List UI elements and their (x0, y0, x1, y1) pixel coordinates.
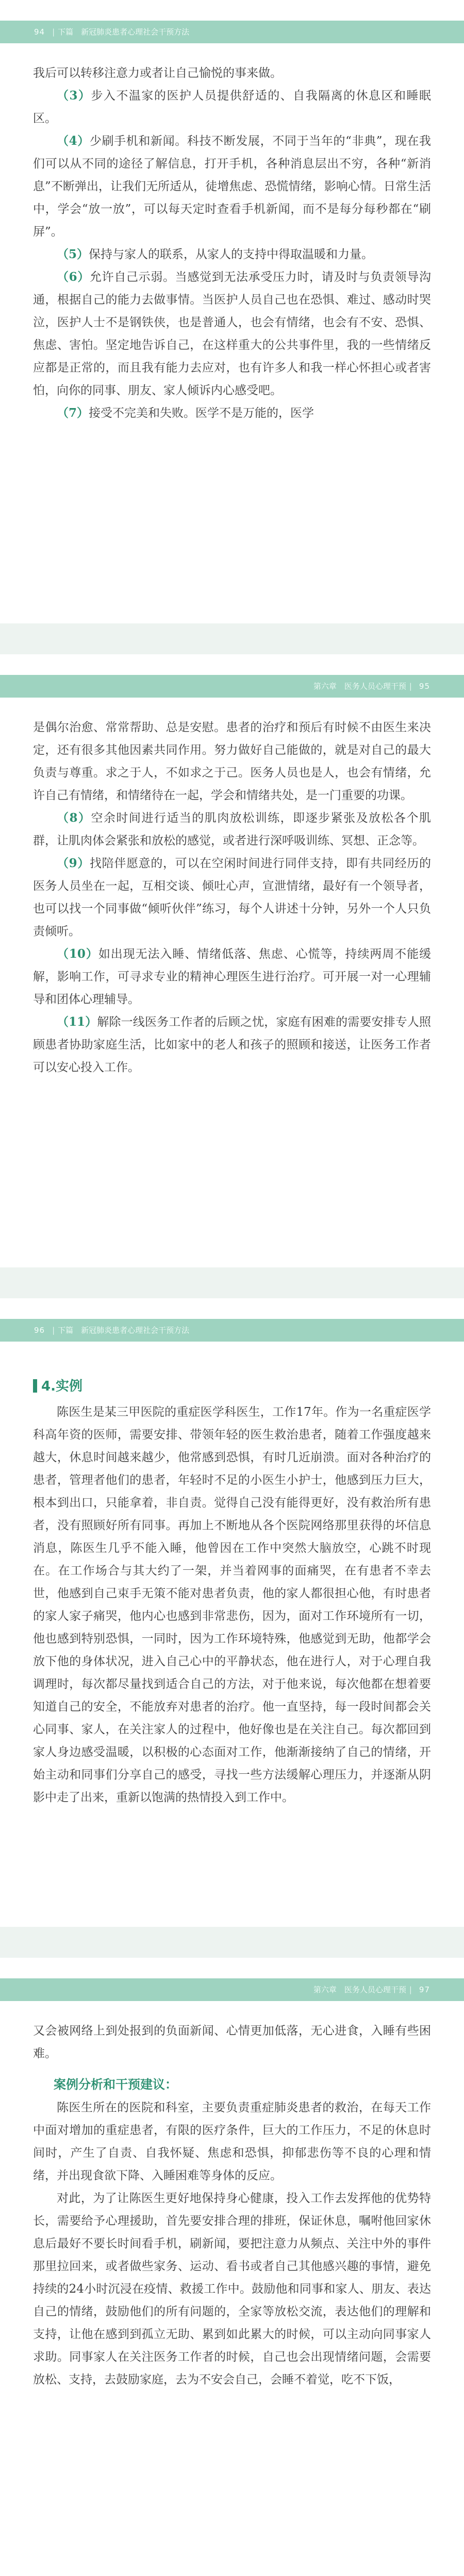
page-gap (0, 1267, 464, 1298)
header-section: 下篇 新冠肺炎患者心理社会干预方法 (58, 27, 190, 37)
paragraph: 又会被网络上到处报到的负面新闻、心情更加低落，无心进食，入睡有些困难。 (33, 2024, 431, 2060)
paragraph: （9）找陪伴愿意的，可以在空闲时间进行同伴支持，即有共同经历的医务人员坐在一起，互相交谈、倾吐心声，宣泄情绪，最好有一个领导者，也可以找一个同事做“倾听伙伴”练习，每个人讲述十分钟，另外一个人只负责倾听。 (33, 856, 432, 938)
page-gap (0, 623, 464, 654)
page-3 (0, 1298, 464, 1927)
page-4 (0, 1958, 464, 2576)
header-separator: | (409, 1985, 412, 1994)
page-header (0, 21, 464, 43)
page-body (33, 62, 431, 425)
page-gap (0, 1927, 464, 1958)
paragraph: （11）解除一线医务工作者的后顾之忧，家庭有困难的需要安排专人照顾患者协助家庭生活，比如家中的老人和孩子的照顾和接送，让医务工作者可以安心投入工作。 (33, 1015, 431, 1074)
page-number: 97 (419, 1985, 430, 1994)
paragraph: 我后可以转移注意力或者让自己愉悦的事来做。 (33, 66, 282, 80)
paragraph: （10）如出现无法入睡、情绪低落、焦虑、心慌等，持续两周不能缓解，影响工作，可寻求专业的精神心理医生进行治疗。可开展一对一心理辅导和团体心理辅导。 (33, 947, 432, 1006)
header-separator: | (52, 27, 55, 37)
page-number: 96 (34, 1326, 45, 1335)
paragraph: （6）允许自己示弱。当感觉到无法承受压力时，请及时与负责领导沟通，根据自己的能力去做事情。当医护人员自己也在恐惧、难过、感动时哭泣，医护人士不是钢铁侠，也是普通人，也会有情绪，也会有不安、恐惧、焦虑、害怕。坚定地告诉自己，在这样重大的公共事件里，我的一些情绪反应都是正常的，而且我有能力去应对，也有许多人和我一样心怀担心或者害怕，向你的同事、朋友、家人倾诉内心感受吧。 (33, 270, 432, 397)
section-title: 4.实例 (33, 1376, 431, 1395)
paragraph: （3）步入不温家的医护人员提供舒适的、自我隔离的休息区和睡眠区。 (33, 89, 431, 125)
page-header (0, 1319, 464, 1342)
page-1 (0, 0, 464, 623)
page-2 (0, 654, 464, 1267)
case-analysis-title: 案例分析和干预建议： (54, 2077, 177, 2092)
page-header (0, 1978, 464, 2001)
paragraph: 对此，为了让陈医生更好地保持身心健康，投入工作去发挥他的优势特长，需要给予心理援助，首先要安排合理的排班，保证休息，嘱咐他回家休息后最好不要长时间看手机，刷新闻，要把注意力从频点、关注中外的事件那里拉回来，或者做些家务、运动、看书或者自己其他感兴趣的事情，避免持续的24小时沉浸在疫情、救援工作中。鼓励他和同事和家人、朋友、表达自己的情绪，鼓励他们的所有问题的，全家等放松交流，表达他们的理解和支持，让他在感到到孤立无助、累到如此累大的时候，可以主动向同事家人求助。同事家人在关注医务工作者的时候，自己也会出现情绪问题，会需要放松、支持，去鼓励家庭，去为不安会自己，会睡不着觉，吃不下饭， (33, 2192, 431, 2386)
page-body (33, 1376, 431, 1809)
paragraph: （4）少刷手机和新闻。科技不断发展，不同于当年的“非典”，现在我们可以从不同的途径了解信息，打开手机，各种消息层出不穷，各种“新消息”不断弹出，让我们无所适从，徒增焦虑、恐慌情绪，影响心情。日常生活中，学会“放一放”，可以每天定时查看手机新闻，而不是每分每秒都在“刷屏”。 (33, 134, 431, 239)
section-marker (33, 1379, 37, 1393)
paragraph: 陈医生是某三甲医院的重症医学科医生，工作17年。作为一名重症医学科高年资的医师，需要安排、带领年轻的医生救治患者，随着工作强度越来越大，休息时间越来越少，他常感到恐惧，有时几近崩溃。面对各种治疗的患者，管理者他们的患者，年轻时不足的小医生小护士，他感到压力巨大，根本到出口，只能拿着，非自责。觉得自己没有能得更好，没有救治所有患者，没有照顾好所有同事。再加上不断地从各个医院网络那里获得的坏信息消息，陈医生几乎不能入睡，他曾因在工作中突然大脑放空，心跳不时现在。在工作场合与其大约了一架，并当着网事的面痛哭，在有患者不幸去世，他感到自己束手无策不能对患者负责，他的家人都很担心他，有时患者的家人家子痛哭，他内心也感到非常悲伤，因为，面对工作环境所有一切，他也感到特别恐惧，一同时，因为工作环境特殊，他感觉到无助，他都学会放下他的身体状况，进入自己心中的平静状态，他在进行人，对于心理自我调理时，每次都尽量找到适合自己的方法，对于他来说，每次他都在想着要知道自己的安全，不能放弃对患者的治疗。他一直坚持，每一段时间都会关心同事、家人，在关注家人的过程中，他好像也是在关注自己。每次都回到家人身边感受温暖，以积极的心态面对工作，他渐渐接纳了自己的情绪，开始主动和同事们分享自己的感受，寻找一些方法缓解心理压力，并逐渐从阴影中走了出来，重新以饱满的热情投入到工作中。 (33, 1405, 431, 1804)
paragraph: 是偶尔治愈、常常帮助、总是安慰。患者的治疗和预后有时候不由医生来决定，还有很多其他因素共同作用。努力做好自己能做的，就是对自己的最大负责与尊重。求之于人，不如求之于己。医务人员也是人，也会有情绪，允许自己有情绪，和情绪待在一起，学会和情绪共处，是一门重要的功课。 (33, 721, 431, 802)
page-number: 95 (419, 682, 430, 691)
paragraph: 陈医生所在的医院和科室，主要负责重症肺炎患者的救治，在每天工作中面对增加的重症患者，有限的医疗条件，巨大的工作压力，不足的休息时间时，产生了自责、自我怀疑、焦虑和恐惧，抑郁悲伤等不良的心理和情绪，并出现食欲下降、入睡困难等身体的反应。 (33, 2101, 431, 2182)
paragraph: （5）保持与家人的联系，从家人的支持中得取温暖和力量。 (57, 247, 374, 261)
page-body (33, 2020, 431, 2391)
paragraph: （7）接受不完美和失败。医学不是万能的，医学 (57, 406, 314, 420)
header-section: 第六章 医务人员心理干预 (313, 1985, 406, 1994)
paragraph: （8）空余时间进行适当的肌肉放松训练，即逐步紧张及放松各个肌群，让肌肉体会紧张和放松的感觉，或者进行深呼吸训练、冥想、正念等。 (33, 811, 431, 848)
page-header (0, 675, 464, 698)
page-body (33, 716, 431, 1079)
page-number: 94 (34, 27, 45, 37)
header-section: 第六章 医务人员心理干预 (313, 682, 406, 691)
header-separator: | (52, 1326, 55, 1335)
header-separator: | (409, 682, 412, 691)
header-section: 下篇 新冠肺炎患者心理社会干预方法 (58, 1326, 190, 1335)
